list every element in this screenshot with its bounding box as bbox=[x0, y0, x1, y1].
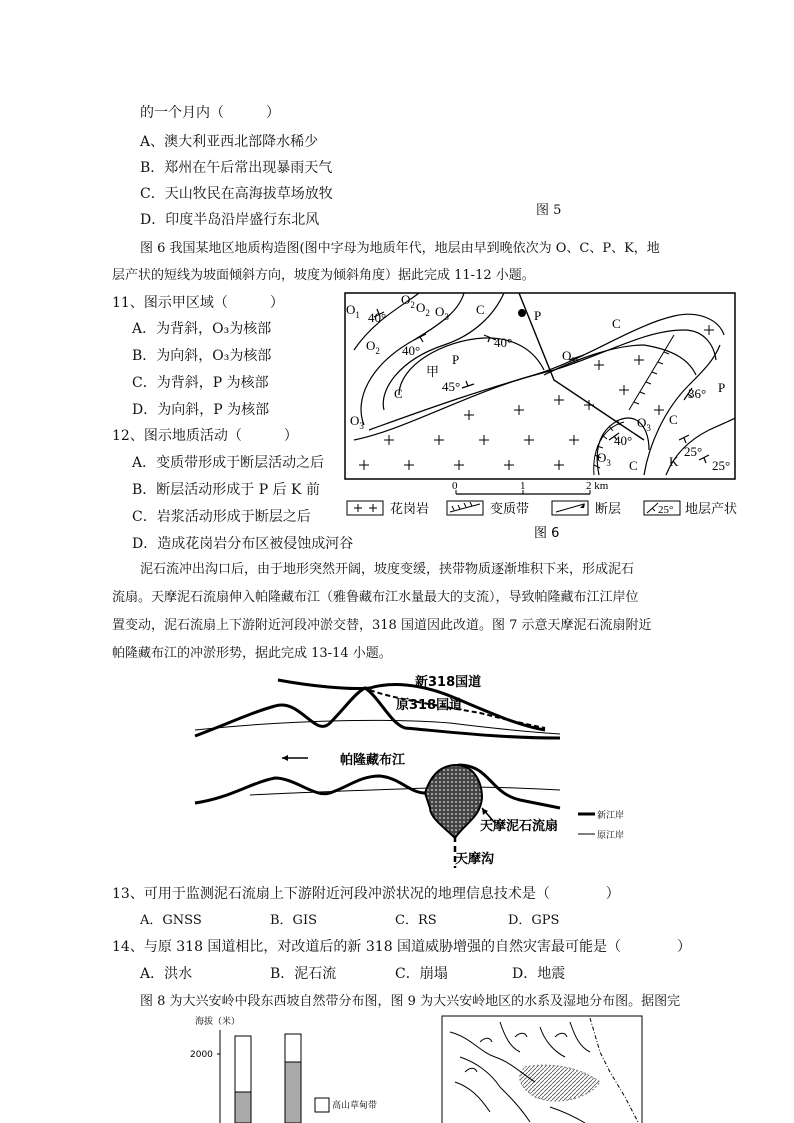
label-p-east: P bbox=[718, 380, 726, 395]
q12-option-d: D．造成花岗岩分布区被侵蚀成河谷 bbox=[132, 536, 354, 552]
fig6-intro-line1: 图 6 我国某地区地质构造图(图中字母为地质年代，地层由早到晚依次为 O、C、P、K，地 bbox=[140, 241, 660, 256]
label-o1: $O_1$ bbox=[346, 302, 360, 320]
figure9-river-wetland-map bbox=[440, 1012, 645, 1123]
legend-angle: 25° bbox=[658, 504, 674, 516]
legend-granite: 花岗岩 bbox=[390, 502, 430, 517]
legend-metamorphic: 变质带 bbox=[490, 502, 530, 517]
q12-option-a: A．变质带形成于断层活动之后 bbox=[132, 455, 325, 471]
figure6-caption: 图 6 bbox=[534, 526, 560, 541]
q10-option-c: C．天山牧民在高海拔草场放牧 bbox=[140, 186, 333, 202]
label-angle-25-1: 25° bbox=[684, 444, 703, 459]
q14-option-d: D．地震 bbox=[512, 966, 566, 982]
north-bank-new bbox=[195, 688, 560, 738]
fig6-intro-line2: 层产状的短线为坡面倾斜方向，坡度为倾斜角度）据此完成 11-12 小题。 bbox=[112, 268, 535, 283]
label-angle-40-4: 40° bbox=[614, 433, 633, 448]
q11-option-d: D．为向斜，P 为核部 bbox=[132, 402, 270, 418]
label-p-core: P bbox=[452, 352, 460, 367]
q14-option-c: C．崩塌 bbox=[395, 966, 448, 982]
fig8-ylabel: 海拔（米） bbox=[195, 1017, 241, 1027]
fig8-legend-label: 高山草甸带 bbox=[332, 1101, 378, 1111]
figure7-mudflow-diagram bbox=[190, 668, 650, 873]
q11-option-a: A．为背斜，O₃为核部 bbox=[132, 321, 272, 337]
q14-stem: 14、与原 318 国道相比，对改道后的新 318 国道威胁增强的自然灾害最可能是（ ） bbox=[112, 939, 692, 955]
mudflow-intro-line2: 流扇。天摩泥石流扇伸入帕隆藏布江（雅鲁藏布江水量最大的支流），导致帕隆藏布江江岸位 bbox=[112, 590, 639, 605]
mudflow-intro-line1: 泥石流冲出沟口后，由于地形突然开阔，坡度变缓，挟带物质逐渐堆积下来，形成泥石 bbox=[140, 562, 635, 577]
label-o2-mid: $O_2$ bbox=[416, 300, 430, 318]
scale-label-1: 1 bbox=[520, 480, 526, 492]
legend-old-bank: 原江岸 bbox=[597, 831, 625, 841]
label-angle-40-3: 40° bbox=[494, 335, 513, 350]
label-angle-36: 36° bbox=[688, 386, 707, 401]
legend-new-bank: 新江岸 bbox=[597, 811, 625, 821]
label-river: 帕隆藏布江 bbox=[340, 753, 406, 768]
q12-option-c: C．岩浆活动形成于断层之后 bbox=[132, 509, 311, 525]
q11-stem: 11、图示甲区域（ ） bbox=[112, 295, 284, 311]
q13-stem: 13、可用于监测泥石流扇上下游附近河段冲淤状况的地理信息技术是（ ） bbox=[112, 886, 620, 902]
q11-option-b: B．为向斜，O₃为核部 bbox=[132, 348, 272, 364]
mudflow-intro-line4: 帕隆藏布江的冲淤形势，据此完成 13-14 小题。 bbox=[112, 646, 392, 661]
label-fan: 天摩泥石流扇 bbox=[480, 819, 559, 834]
point-marker bbox=[518, 309, 526, 317]
label-angle-40-1: 40° bbox=[368, 310, 387, 325]
label-o3-top: $O_3$ bbox=[435, 304, 449, 322]
fig8-intro: 图 8 为大兴安岭中段东西坡自然带分布图，图 9 为大兴安岭地区的水系及湿地分布图。据图完 bbox=[140, 994, 681, 1009]
q12-option-b: B．断层活动形成于 P 后 K 前 bbox=[132, 482, 320, 498]
north-bank-old bbox=[195, 720, 560, 734]
label-angle-25-2: 25° bbox=[712, 458, 731, 473]
scale-label-0: 0 bbox=[452, 480, 458, 492]
figure6-geologic-map bbox=[344, 290, 740, 540]
label-old-road: 原318国道 bbox=[396, 698, 463, 713]
label-o2-west: $O_2$ bbox=[366, 338, 380, 356]
label-c-east: C bbox=[669, 412, 678, 427]
q13-option-c: C．RS bbox=[395, 913, 437, 928]
q13-option-b: B．GIS bbox=[270, 913, 317, 928]
south-bank-new bbox=[195, 765, 560, 808]
q14-option-a: A．洪水 bbox=[140, 966, 193, 982]
q10-option-a: A、澳大利亚西北部降水稀少 bbox=[140, 134, 319, 150]
label-o2-top: $O_2$ bbox=[401, 292, 415, 310]
fig8-legend-box bbox=[315, 1098, 329, 1112]
figure5-caption: 图 5 bbox=[536, 203, 562, 218]
label-o3-west: $O_3$ bbox=[350, 413, 364, 431]
scale-label-2: 2 km bbox=[586, 480, 609, 492]
fig6-legend bbox=[347, 501, 737, 517]
q13-option-a: A．GNSS bbox=[140, 913, 202, 928]
label-c-south: C bbox=[629, 458, 638, 473]
figure8-natural-zones bbox=[190, 1012, 390, 1123]
column-west-zone bbox=[235, 1092, 251, 1123]
label-c-west: C bbox=[394, 386, 403, 401]
column-east-zone bbox=[285, 1062, 301, 1123]
south-bank-old bbox=[250, 787, 560, 795]
label-gully: 天摩沟 bbox=[455, 852, 495, 867]
label-p-north: P bbox=[534, 308, 542, 323]
legend-fault: 断层 bbox=[595, 502, 622, 517]
label-o3-center: $O_3$ bbox=[562, 348, 576, 366]
q10-option-b: B．郑州在午后常出现暴雨天气 bbox=[140, 160, 333, 176]
label-jia: 甲 bbox=[426, 365, 440, 380]
fig8-tick-label: 2000 bbox=[190, 1050, 213, 1060]
q13-option-d: D．GPS bbox=[508, 913, 560, 928]
label-o3-southeast: $O_3$ bbox=[637, 415, 651, 433]
q10-stem-tail: 的一个月内（ ） bbox=[140, 105, 280, 121]
legend-attitude: 地层产状 bbox=[685, 502, 738, 517]
q12-stem: 12、图示地质活动（ ） bbox=[112, 428, 298, 444]
q14-option-b: B．泥石流 bbox=[270, 966, 337, 982]
mudflow-intro-line3: 置变动，泥石流扇上下游附近河段冲淤交替，318 国道因此改道。图 7 示意天摩泥石流扇附近 bbox=[112, 618, 652, 633]
label-new-road: 新318国道 bbox=[415, 675, 482, 690]
q10-option-d: D．印度半岛沿岸盛行东北风 bbox=[140, 212, 320, 228]
mudflow-fan bbox=[425, 765, 482, 838]
q11-option-c: C．为背斜，P 为核部 bbox=[132, 375, 269, 391]
label-o3-south: $O_3$ bbox=[597, 450, 611, 468]
label-angle-45: 45° bbox=[442, 379, 461, 394]
label-c-north: C bbox=[476, 302, 485, 317]
scale-bar bbox=[452, 480, 609, 494]
label-k: K bbox=[669, 454, 679, 469]
label-angle-40-2: 40° bbox=[402, 343, 421, 358]
label-c-northeast: C bbox=[612, 316, 621, 331]
